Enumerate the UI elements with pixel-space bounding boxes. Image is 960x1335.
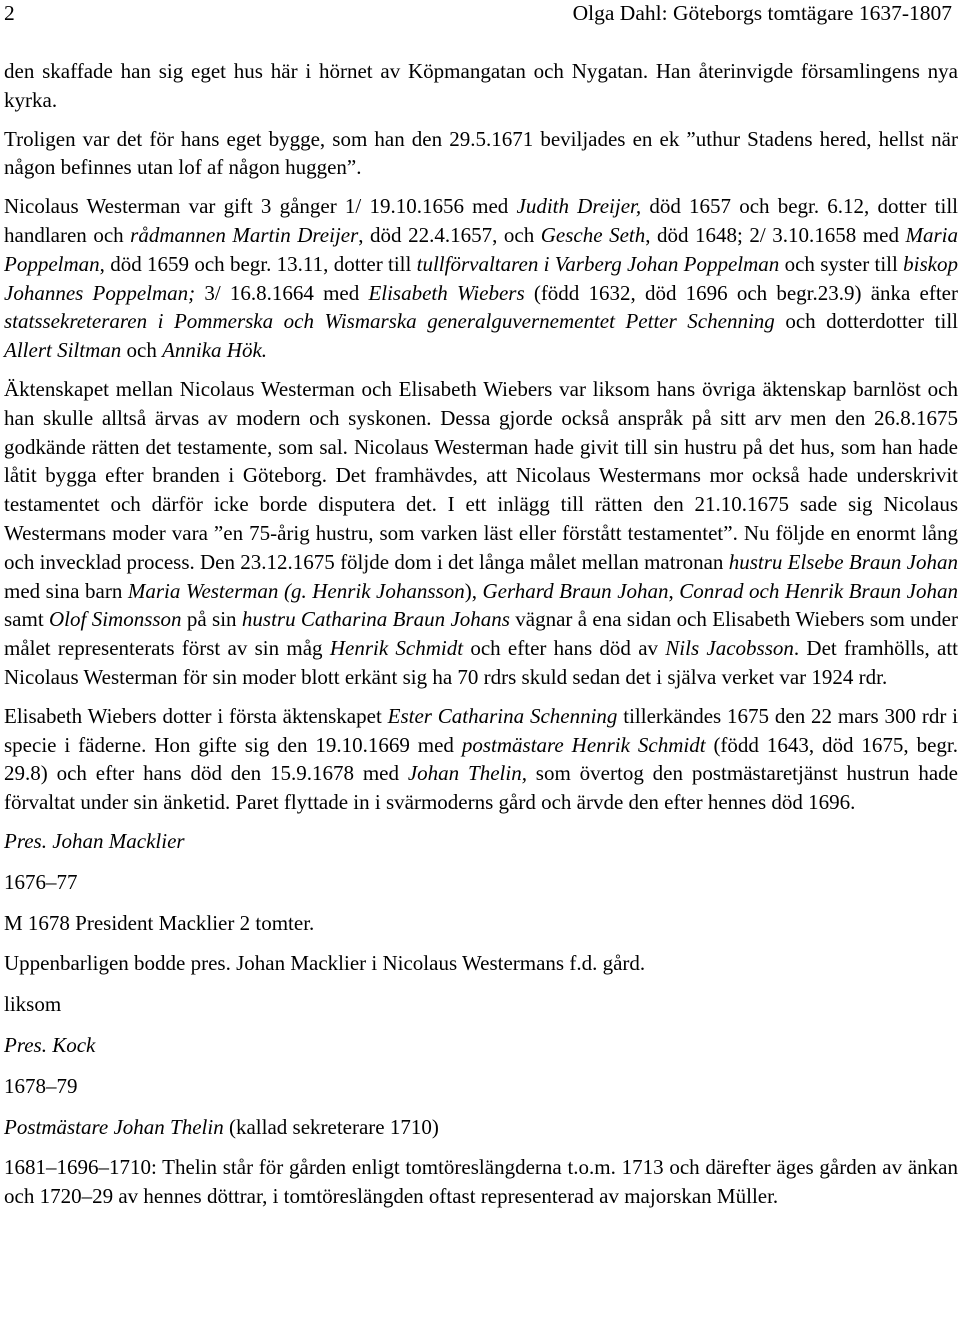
italic-text-run: Johan Thelin, <box>407 761 527 786</box>
text-run: med sina barn <box>4 578 128 603</box>
paragraph <box>4 868 958 897</box>
text-run: . Det framhölls, att Nicolaus Westerman för sin moder blott erkänt sig ha 70 rdrs skuld sedan det i själva verket var 1924 rdr. <box>4 636 958 689</box>
italic-text-run: Postmästare Johan Thelin <box>4 1114 224 1139</box>
text-run: 1681–1696–1710: Thelin står för gården enligt tomtöreslängderna t.o.m. 1713 och därefter äges gården av änkan och 1720–29 av hennes döttrar, i tomtöreslängden oftast representerad av majorskan Müller. <box>4 1155 958 1209</box>
text-run: Nicolaus Westerman var gift 3 gånger 1/ 19.10.1656 med <box>4 194 517 219</box>
italic-text-run: Maria Westerman (g. Henrik Johansson <box>127 578 465 603</box>
text-run: Äktenskapet mellan Nicolaus Westerman och Elisabeth Wiebers var liksom hans övriga äktenskap barnlöst och han skulle alltså ärvas av modern och syskonen. Dessa gjorde också anspråk på sitt arv men den 26.8.1675 godkände rätten det testamente, som sal. Nicolaus Westerman hade givit till sin hustru på det hus, som han hade låtit bygga efter branden i Göteborg. Det framhävdes, att Nicolaus Westermans mor också hade underskrivit testamentet och därför icke borde disputera det. I ett inlägg till rätten den 21.10.1675 sade sig Nicolaus Westermans moder vara ”en 75-årig hustru, som varken läst eller förstått testamentet”. Nu följde en enormt lång och invecklad process. Den 23.12.1675 följde dom i det långa målet mellan matronan <box>4 376 958 574</box>
italic-text-run: biskop Johannes Poppelman; <box>4 251 958 305</box>
italic-text-run: Gesche Seth <box>540 222 646 247</box>
italic-text-run: Gerhard Braun Johan <box>482 578 669 603</box>
text-run: 1678–79 <box>4 1073 78 1098</box>
paragraph <box>4 1153 958 1211</box>
text-run: den skaffade han sig eget hus här i hörnet av Köpmangatan och Nygatan. Han återinvigde församlingens nya kyrka. <box>4 59 958 112</box>
paragraph <box>4 1031 958 1060</box>
text-run: (född 1643, död 1675, begr. 29.8) och efter hans död den 15.9.1678 med <box>4 732 958 786</box>
italic-text-run: hustru Catharina Braun Johans <box>241 607 510 632</box>
text-run: 1676–77 <box>4 869 78 894</box>
italic-text-run: Allert Siltman <box>4 338 122 363</box>
paragraph <box>4 990 958 1019</box>
italic-text-run: Maria Poppelman <box>4 222 958 276</box>
italic-text-run: Judith Dreijer, <box>516 194 642 219</box>
text-run: 3/ 16.8.1664 med <box>195 280 369 305</box>
page-header <box>4 0 952 30</box>
paragraph <box>4 125 958 183</box>
italic-text-run: Nils Jacobsson <box>665 636 794 661</box>
text-run: liksom <box>4 992 62 1017</box>
text-run: död 1657 och begr. 6.12, dotter till handlaren och <box>4 194 958 247</box>
text-run: Uppenbarligen bodde pres. Johan Macklier i Nicolaus Westermans f.d. gård. <box>4 951 646 976</box>
paragraph <box>4 909 958 938</box>
italic-text-run: Pres. Kock <box>4 1032 96 1057</box>
text-run: tillerkändes 1675 den 22 mars 300 rdr i specie i fäderne. Hon gifte sig den 19.10.1669 med <box>4 703 958 757</box>
paragraph <box>4 827 958 856</box>
italic-text-run: Pres. Johan Macklier <box>4 828 185 853</box>
paragraph <box>4 949 958 978</box>
text-run: på sin <box>181 607 242 632</box>
italic-text-run: Ester Catharina Schenning <box>387 703 618 728</box>
text-run: M 1678 President Macklier 2 tomter. <box>4 910 315 935</box>
italic-text-run: rådmannen Martin Dreijer <box>130 222 359 247</box>
text-run: Elisabeth Wiebers dotter i första äktenskapet <box>4 703 388 728</box>
page-number: 2 <box>4 1 15 25</box>
text-run: (född 1632, död 1696 och begr.23.9) änka efter <box>524 280 958 305</box>
paragraph <box>4 375 958 692</box>
italic-text-run: Henrik Schmidt <box>329 636 464 661</box>
italic-text-run: Annika Hök. <box>162 338 268 363</box>
text-run: och dotterdotter till <box>774 309 959 334</box>
text-run: och <box>121 338 163 363</box>
paragraph <box>4 192 958 365</box>
text-run: och efter hans död av <box>463 636 666 661</box>
text-run: som övertog den postmästaretjänst hustrun hade förvaltat under sin änketid. Paret flyttade in i svärmoderns gård och ärvde den efter hennes död 1696. <box>4 761 959 815</box>
italic-text-run: Conrad och Henrik Braun Johan <box>679 578 959 603</box>
text-run: ), <box>464 578 483 603</box>
paragraph <box>4 702 958 817</box>
text-run: , död 22.4.1657, och <box>358 222 541 247</box>
text-run: och syster till <box>779 251 904 276</box>
text-run: , <box>668 578 680 603</box>
italic-text-run: Olof Simonsson <box>49 607 182 632</box>
paragraph <box>4 57 958 115</box>
running-title: Olga Dahl: Göteborgs tomtägare 1637-1807 <box>572 1 952 25</box>
text-run: , död 1659 och begr. 13.11, dotter till <box>99 251 417 276</box>
italic-text-run: tullförvaltaren i Varberg Johan Poppelman <box>416 251 780 276</box>
paragraph <box>4 1072 958 1101</box>
text-run: , död 1648; 2/ 3.10.1658 med <box>645 222 906 247</box>
italic-text-run: postmästare Henrik Schmidt <box>461 732 706 757</box>
text-run: Troligen var det för hans eget bygge, som han den 29.5.1671 beviljades en ek ”uthur Stadens hered, hellst när någon befinnes utan lof af någon huggen”. <box>4 126 958 180</box>
italic-text-run: statssekreteraren i Pommerska och Wismarska generalguvernementet Petter Schenning <box>4 309 775 334</box>
text-run: (kallad sekreterare 1710) <box>223 1114 439 1139</box>
italic-text-run: Elisabeth Wiebers <box>368 280 525 305</box>
paragraph <box>4 1113 958 1142</box>
text-run: samt <box>4 607 50 632</box>
text-run: vägnar å ena sidan och Elisabeth Wiebers som under målet representerats först av sin måg <box>4 607 958 661</box>
body-text <box>4 57 958 1221</box>
italic-text-run: hustru Elsebe Braun Johan <box>728 549 959 574</box>
